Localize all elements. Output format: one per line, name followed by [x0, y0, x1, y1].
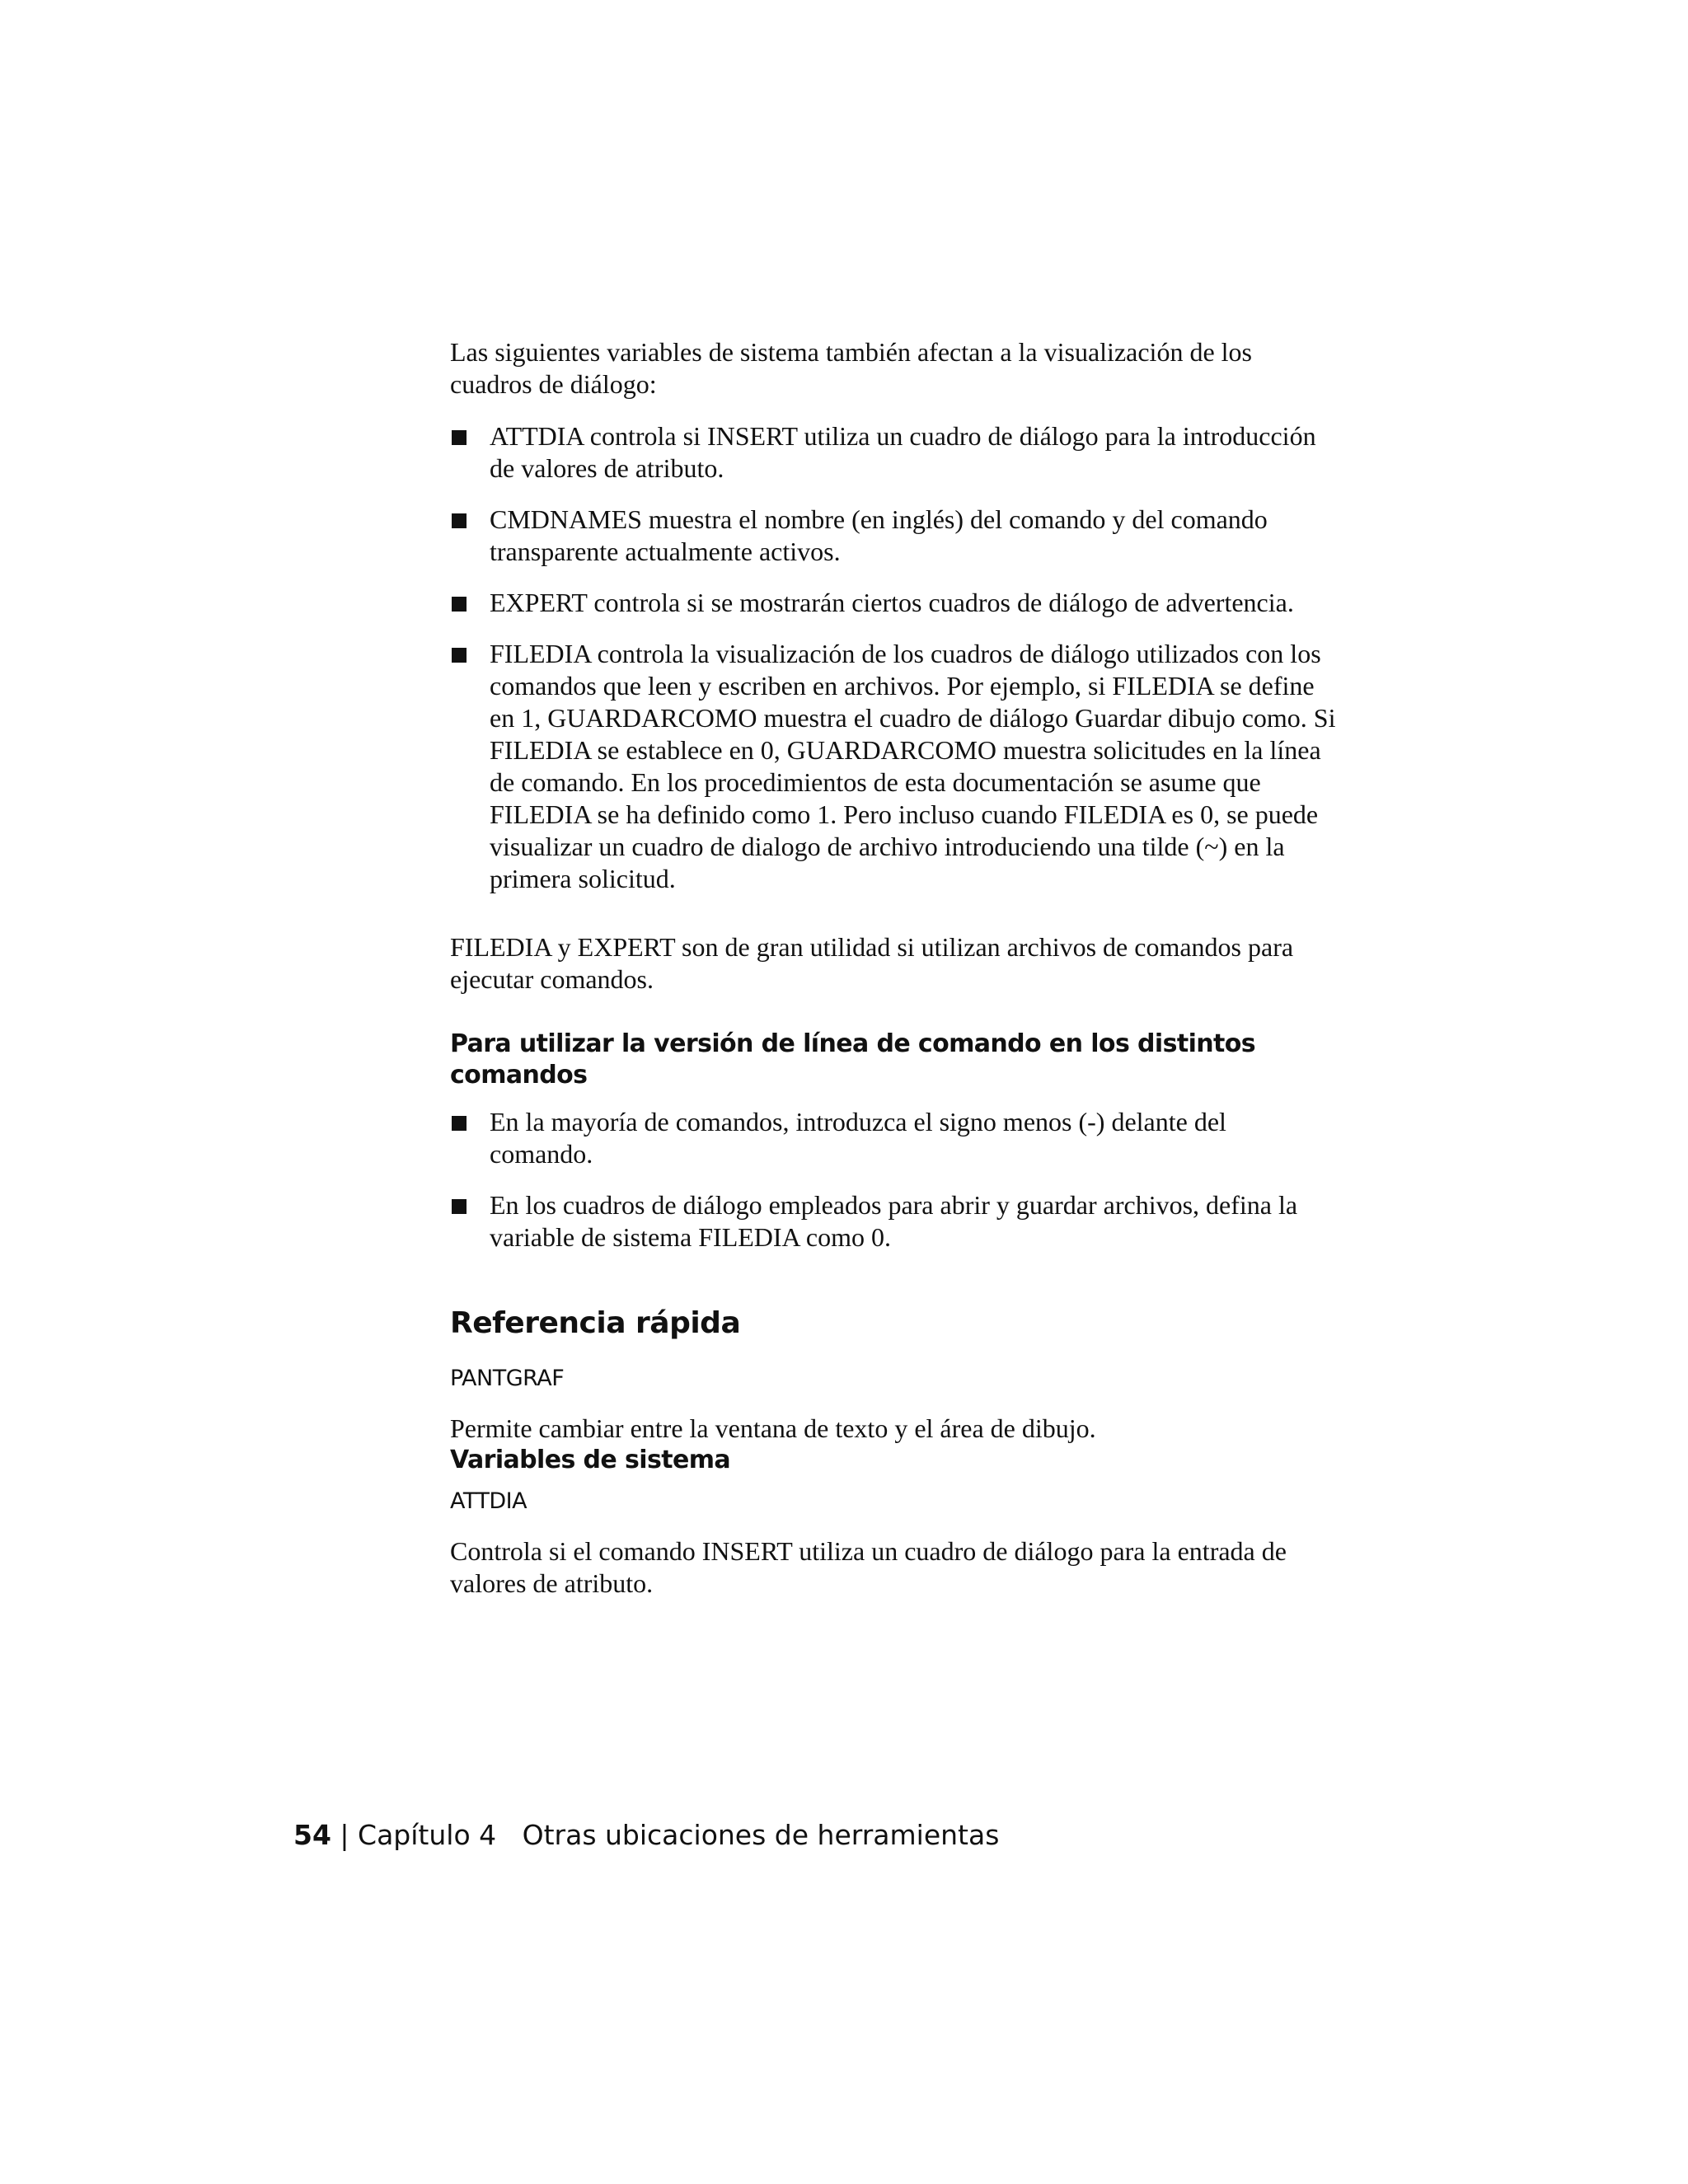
filedia-expert-paragraph: FILEDIA y EXPERT son de gran utilidad si utilizan archivos de comandos para ejecutar comandos.: [450, 932, 1294, 994]
chapter-title: Otras ubicaciones de herramientas: [522, 1819, 1000, 1851]
square-bullet-icon: [452, 648, 467, 663]
list-item-text: ATTDIA controla si INSERT utiliza un cuadro de diálogo para la introducción de valores de atributo.: [490, 421, 1316, 483]
procedure-list: [450, 1106, 1336, 1254]
list-item: [450, 420, 1336, 485]
square-bullet-icon: [452, 430, 467, 445]
chapter-label: Capítulo 4: [358, 1819, 497, 1851]
system-variables-heading: Variables de sistema: [450, 1446, 731, 1474]
intro-paragraph: Las siguientes variables de sistema también afectan a la visualización de los cuadros de diálogo:: [450, 337, 1252, 399]
square-bullet-icon: [452, 597, 467, 612]
sysvar-name: ATTDIA: [450, 1488, 528, 1514]
system-variables-list: [450, 420, 1336, 895]
square-bullet-icon: [452, 513, 467, 528]
list-item: [450, 1189, 1336, 1254]
procedure-heading: Para utilizar la versión de línea de comando en los distintos comandos: [450, 1029, 1256, 1090]
command-description: Permite cambiar entre la ventana de texto y el área de dibujo.: [450, 1413, 1096, 1443]
square-bullet-icon: [452, 1199, 467, 1214]
square-bullet-icon: [452, 1116, 467, 1131]
sysvar-description: Controla si el comando INSERT utiliza un cuadro de diálogo para la entrada de valores de atributo.: [450, 1536, 1287, 1598]
list-item-text: En los cuadros de diálogo empleados para abrir y guardar archivos, defina la variable de sistema FILEDIA como 0.: [490, 1190, 1298, 1252]
quick-reference-heading: Referencia rápida: [450, 1306, 741, 1340]
list-item-text: EXPERT controla si se mostrarán ciertos cuadros de diálogo de advertencia.: [490, 588, 1294, 617]
list-item: [450, 1106, 1336, 1170]
list-item: [450, 638, 1336, 895]
list-item-text: FILEDIA controla la visualización de los cuadros de diálogo utilizados con los comandos que leen y escriben en archivos. Por ejemplo, si FILEDIA se define en 1, GUARDARCOMO muestra el cuadro de diálogo Guardar dibujo como. Si FILEDIA se establece en 0, GUARDARCOMO muestra solicitudes en la línea de comando. En los procedimientos de esta documentación se asume que FILEDIA se ha definido como 1. Pero incluso cuando FILEDIA es 0, se puede visualizar un cuadro de dialogo de archivo introduciendo una tilde (~) en la primera solicitud.: [490, 639, 1336, 893]
page-content: [450, 336, 1336, 1600]
command-name: PANTGRAF: [450, 1366, 565, 1391]
list-item: [450, 587, 1336, 619]
footer-separator: |: [331, 1819, 359, 1851]
list-item: [450, 504, 1336, 568]
page-number: 54: [293, 1819, 331, 1851]
list-item-text: CMDNAMES muestra el nombre (en inglés) del comando y del comando transparente actualmente activos.: [490, 504, 1268, 566]
list-item-text: En la mayoría de comandos, introduzca el signo menos (-) delante del comando.: [490, 1107, 1226, 1169]
page-footer: [293, 1818, 999, 1853]
